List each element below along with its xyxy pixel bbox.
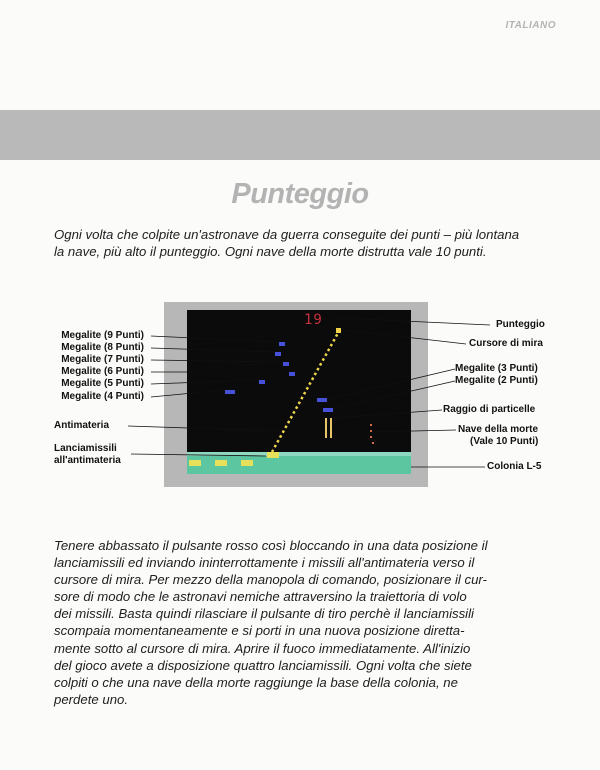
intro-line: la nave, più alto il punteggio. Ogni nave della morte distrutta vale 10 punti. [54,244,487,259]
missile-trail [272,333,338,452]
label-cursore-di-mira: Cursore di mira [469,338,543,349]
label-megalite-6: Megalite (6 Punti) [61,366,144,377]
leader-line [151,380,259,384]
label-colonia: Colonia L-5 [487,461,542,472]
section-title: Punteggio [231,178,369,210]
label-punteggio: Punteggio [496,319,545,330]
body-line: mente sotto al cursore di mira. Aprire il fuoco immediatamente. All'inizio [54,640,471,656]
label-lanciamissili-2: all'antimateria [54,455,121,466]
leader-line [329,369,455,399]
body-line: del gioco avete a disposizione quattro lanciamissili. Ogni volta che siete [54,657,472,673]
label-megalite-9: Megalite (9 Punti) [61,330,144,341]
leader-line [333,381,455,409]
label-megalite-3: Megalite (3 Punti) [455,363,538,374]
body-line: dei missili. Basta quindi rilasciare il pulsante di tiro perchè il lanciamissili [54,606,474,622]
leader-line [338,318,490,325]
label-nave-della-morte: Nave della morte [458,424,539,435]
leader-line [131,454,266,456]
language-label: ITALIANO [505,20,556,31]
label-megalite-4: Megalite (4 Punti) [61,391,144,402]
label-antimateria: Antimateria [54,420,110,431]
label-lanciamissili: Lanciamissili [54,443,117,454]
body-line: cursore di mira. Per mezzo della manopola di comando, posizionare il cur- [54,572,487,588]
leader-line [151,360,283,362]
leader-line [333,410,442,418]
body-line: scompaia momentaneamente e si porti in una nuova posizione diretta- [54,623,465,639]
leader-line [372,430,456,432]
leader-line [151,348,275,352]
body-line: sore di modo che le astronavi nemiche attraversino la traiettoria di volo [54,589,467,605]
intro-line: Ogni volta che colpite un'astronave da guerra conseguite dei punti – più lontana [54,227,520,242]
label-megalite-2: Megalite (2 Punti) [455,375,538,386]
label-megalite-7: Megalite (7 Punti) [61,354,144,365]
label-megalite-5: Megalite (5 Punti) [61,378,144,389]
body-line: lanciamissili ed inviando ininterrottamente i missili all'antimateria verso il [54,555,475,571]
body-paragraph [54,537,562,708]
body-line: colpiti o che una nave della morte raggiunge la base della colonia, ne [54,674,458,690]
leader-line [128,426,279,431]
label-nave-della-morte-value: (Vale 10 Punti) [470,436,539,447]
body-line: perdete uno. [54,691,129,707]
leader-line [151,336,279,342]
score-display: 19 [304,312,323,328]
label-megalite-8: Megalite (8 Punti) [61,342,144,353]
label-raggio-di-particelle: Raggio di particelle [443,404,536,415]
body-line: Tenere abbassato il pulsante rosso così bloccando in una data posizione il [54,538,488,553]
leader-line [151,390,225,397]
leader-line [344,330,466,344]
